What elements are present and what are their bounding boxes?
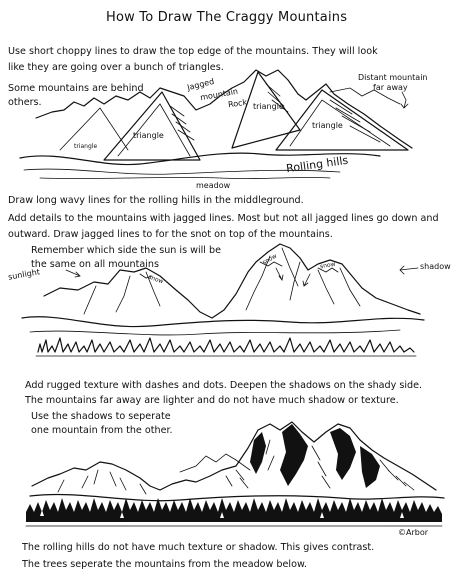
step1-behind-line2: others. [8,97,42,108]
label-distant-2: far away [373,83,408,92]
step3-line1: Add rugged texture with dashes and dots. Deepen the shadows on the shady side. [25,380,423,391]
step1-line1: Use short choppy lines to draw the top edge of the mountains. They will look [8,46,378,57]
shadow-mass-c [360,446,380,488]
footer-line1: The rolling hills do not have much texture or shadow. This gives contrast. [22,542,375,553]
label-sunlight: sunlight [7,267,41,282]
label-meadow: meadow [196,181,231,190]
step3-line4: one mountain from the other. [31,425,173,436]
label-jagged-1: Jagged [186,76,216,93]
page-title: How To Draw The Craggy Mountains [106,10,348,25]
footer-line2: The trees seperate the mountains from the meadow below. [22,559,307,570]
label-snow-a: snow [147,273,165,286]
label-snow-b: snow [261,252,279,267]
step2-sun-line2: the same on all mountains [31,259,159,270]
label-shadow: shadow [420,262,451,271]
shadow-mass-d [250,432,266,474]
step3-line3: Use the shadows to seperate [31,411,171,422]
shadow-mass-b [330,428,356,480]
step2-line3: outward. Draw jagged lines to for the snot on top of the mountains. [8,229,333,240]
label-triangle-c: triangle [312,121,343,130]
label-distant-1: Distant mountain [358,73,428,82]
label-jagged-2: mountain [199,86,239,103]
step2-line1: Draw long wavy lines for the rolling hills in the middleground. [8,195,304,206]
step1-behind-line1: Some mountains are behind [8,83,144,94]
label-rolling-hills: Rolling hills [285,153,349,176]
tree-band-3 [26,498,442,522]
distant-ridge-3 [180,454,250,472]
step3-line2: The mountains far away are lighter and do not have much shadow or texture. [25,395,399,406]
step2-line2: Add details to the mountains with jagged lines. Most but not all jagged lines go down and [8,213,439,224]
artist-signature: ©Arbor [398,528,429,537]
step2-sun-line1: Remember which side the sun is will be [31,245,222,256]
label-triangle-b: triangle [253,102,284,111]
step1-line2: like they are going over a bunch of triangles. [8,62,224,73]
label-triangle-d: triangle [74,143,98,150]
label-snow-c: snow [319,260,337,271]
label-jagged-3: Rock [227,97,248,110]
label-triangle-a: triangle [133,131,164,140]
